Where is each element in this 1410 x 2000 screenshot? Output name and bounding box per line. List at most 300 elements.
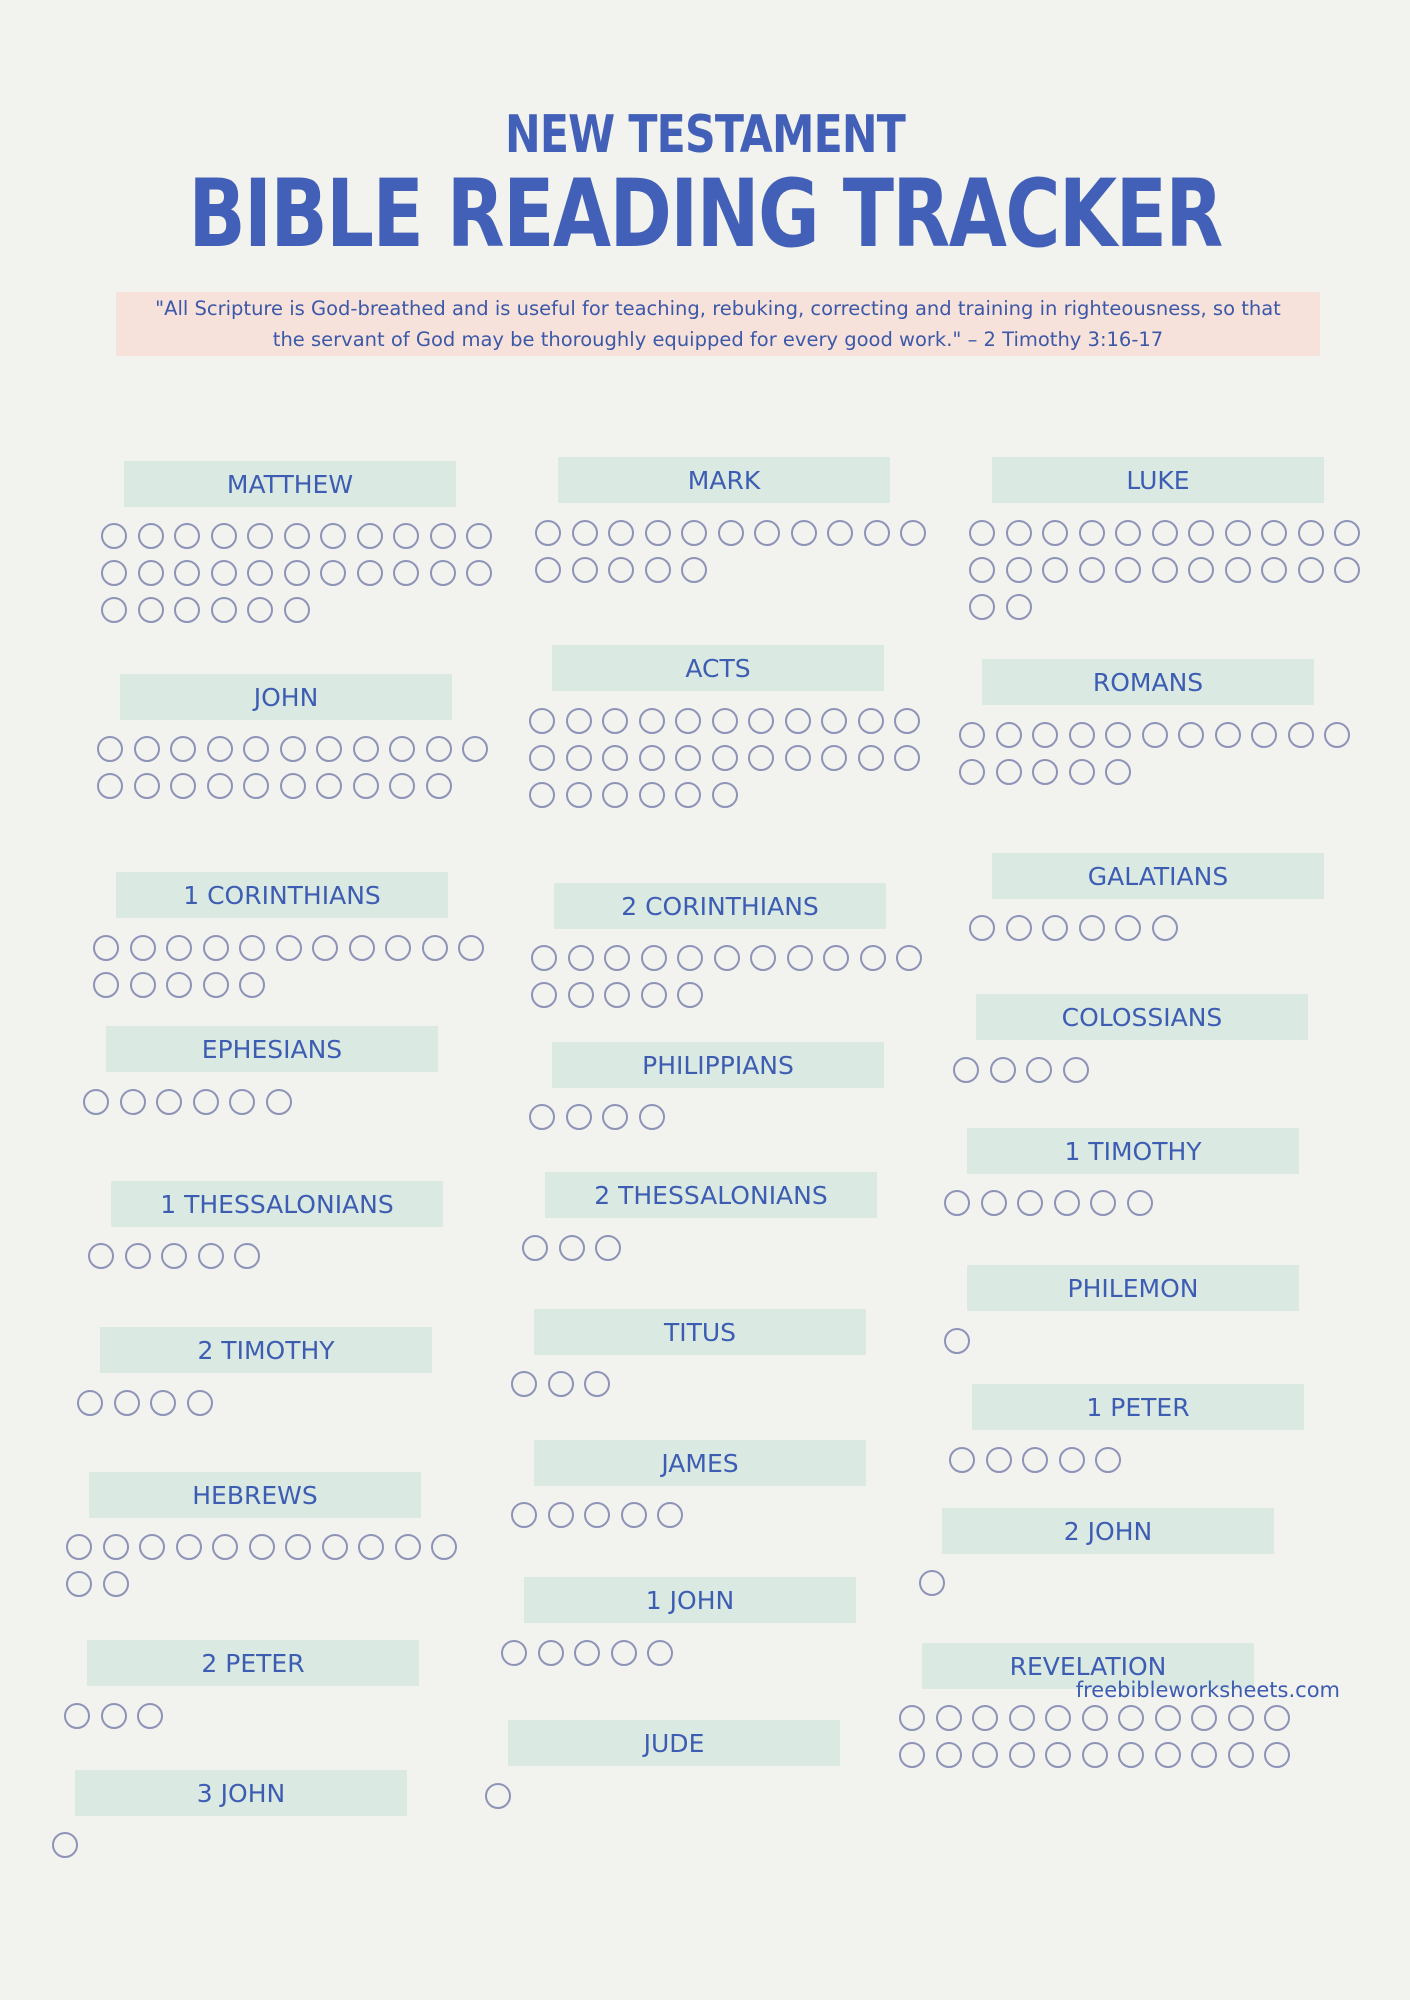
chapter-checkbox[interactable] <box>462 736 488 762</box>
chapter-checkbox[interactable] <box>389 736 415 762</box>
chapter-checkbox[interactable] <box>211 523 237 549</box>
chapter-checkbox[interactable] <box>138 597 164 623</box>
chapter-checkbox[interactable] <box>972 1742 998 1768</box>
chapter-checkbox[interactable] <box>316 773 342 799</box>
chapter-checkbox[interactable] <box>174 560 200 586</box>
chapter-checkbox[interactable] <box>97 736 123 762</box>
chapter-checkbox[interactable] <box>657 1502 683 1528</box>
chapter-checkbox[interactable] <box>639 745 665 771</box>
chapter-checkbox[interactable] <box>1115 557 1141 583</box>
chapter-checkbox[interactable] <box>83 1089 109 1115</box>
chapter-checkboxes-1-corinthians <box>93 935 505 1009</box>
chapter-checkbox[interactable] <box>896 945 922 971</box>
chapter-checkbox[interactable] <box>1042 915 1068 941</box>
chapter-checkbox[interactable] <box>1298 557 1324 583</box>
chapter-checkbox[interactable] <box>535 520 561 546</box>
chapter-checkbox[interactable] <box>675 745 701 771</box>
chapter-checkbox[interactable] <box>584 1502 610 1528</box>
chapter-checkbox[interactable] <box>103 1534 129 1560</box>
chapter-checkbox[interactable] <box>677 945 703 971</box>
chapter-checkbox[interactable] <box>234 1243 260 1269</box>
chapter-checkbox[interactable] <box>101 1703 127 1729</box>
chapter-checkbox[interactable] <box>566 1104 592 1130</box>
chapter-checkbox[interactable] <box>959 759 985 785</box>
chapter-checkbox[interactable] <box>243 736 269 762</box>
chapter-checkbox[interactable] <box>568 982 594 1008</box>
chapter-checkbox[interactable] <box>239 935 265 961</box>
chapter-checkbox[interactable] <box>229 1089 255 1115</box>
chapter-checkbox[interactable] <box>712 708 738 734</box>
chapter-checkbox[interactable] <box>93 972 119 998</box>
chapter-checkbox[interactable] <box>1334 557 1360 583</box>
chapter-checkbox[interactable] <box>944 1328 970 1354</box>
chapter-checkbox[interactable] <box>645 520 671 546</box>
chapter-checkbox[interactable] <box>125 1243 151 1269</box>
chapter-checkbox[interactable] <box>203 972 229 998</box>
chapter-checkbox[interactable] <box>97 773 123 799</box>
chapter-checkbox[interactable] <box>572 520 598 546</box>
chapter-checkbox[interactable] <box>566 745 592 771</box>
chapter-checkbox[interactable] <box>1334 520 1360 546</box>
chapter-checkbox[interactable] <box>1298 520 1324 546</box>
chapter-checkbox[interactable] <box>641 945 667 971</box>
chapter-checkbox[interactable] <box>1032 759 1058 785</box>
chapter-checkboxes-1-john <box>501 1640 913 1677</box>
chapter-checkbox[interactable] <box>1045 1742 1071 1768</box>
chapter-checkbox[interactable] <box>1264 1705 1290 1731</box>
chapter-checkbox[interactable] <box>458 935 484 961</box>
chapter-checkbox[interactable] <box>681 520 707 546</box>
chapter-checkbox[interactable] <box>959 722 985 748</box>
chapter-checkbox[interactable] <box>919 1570 945 1596</box>
chapter-checkbox[interactable] <box>77 1390 103 1416</box>
chapter-checkbox[interactable] <box>266 1089 292 1115</box>
chapter-checkbox[interactable] <box>953 1057 979 1083</box>
book-label-jude: JUDE <box>508 1720 840 1766</box>
chapter-checkbox[interactable] <box>611 1640 637 1666</box>
chapter-checkbox[interactable] <box>485 1783 511 1809</box>
chapter-checkbox[interactable] <box>529 708 555 734</box>
chapter-checkbox[interactable] <box>894 708 920 734</box>
chapter-checkbox[interactable] <box>936 1705 962 1731</box>
chapter-checkbox[interactable] <box>1069 759 1095 785</box>
chapter-checkbox[interactable] <box>466 523 492 549</box>
chapter-checkbox[interactable] <box>101 523 127 549</box>
chapter-checkbox[interactable] <box>1006 557 1032 583</box>
chapter-checkbox[interactable] <box>174 597 200 623</box>
chapter-checkbox[interactable] <box>1191 1705 1217 1731</box>
chapter-checkbox[interactable] <box>566 708 592 734</box>
book-label-titus: TITUS <box>534 1309 866 1355</box>
chapter-checkbox[interactable] <box>207 736 233 762</box>
book-label-1-john: 1 JOHN <box>524 1577 856 1623</box>
chapter-checkbox[interactable] <box>1032 722 1058 748</box>
chapter-checkbox[interactable] <box>166 935 192 961</box>
chapter-checkbox[interactable] <box>827 520 853 546</box>
chapter-checkbox[interactable] <box>422 935 448 961</box>
chapter-checkbox[interactable] <box>748 708 774 734</box>
book-label-philemon: PHILEMON <box>967 1265 1299 1311</box>
chapter-checkbox[interactable] <box>322 1534 348 1560</box>
book-label-1-thessalonians: 1 THESSALONIANS <box>111 1181 443 1227</box>
chapter-checkbox[interactable] <box>791 520 817 546</box>
chapter-checkbox[interactable] <box>529 1104 555 1130</box>
chapter-checkbox[interactable] <box>602 708 628 734</box>
chapter-checkbox[interactable] <box>981 1190 1007 1216</box>
chapter-checkbox[interactable] <box>166 972 192 998</box>
chapter-checkbox[interactable] <box>1215 722 1241 748</box>
chapter-checkbox[interactable] <box>559 1235 585 1261</box>
chapter-checkboxes-matthew <box>101 523 513 634</box>
chapter-checkbox[interactable] <box>750 945 776 971</box>
chapter-checkbox[interactable] <box>529 782 555 808</box>
chapter-checkbox[interactable] <box>161 1243 187 1269</box>
chapter-checkbox[interactable] <box>320 560 346 586</box>
chapter-checkbox[interactable] <box>1079 915 1105 941</box>
chapter-checkbox[interactable] <box>608 557 634 583</box>
chapter-checkbox[interactable] <box>138 523 164 549</box>
chapter-checkbox[interactable] <box>1017 1190 1043 1216</box>
book-label-2-peter: 2 PETER <box>87 1640 419 1686</box>
chapter-checkboxes-2-peter <box>64 1703 476 1740</box>
chapter-checkbox[interactable] <box>602 782 628 808</box>
chapter-checkbox[interactable] <box>1045 1705 1071 1731</box>
chapter-checkbox[interactable] <box>1152 915 1178 941</box>
chapter-checkbox[interactable] <box>139 1534 165 1560</box>
chapter-checkbox[interactable] <box>1261 557 1287 583</box>
chapter-checkbox[interactable] <box>1127 1190 1153 1216</box>
chapter-checkbox[interactable] <box>212 1534 238 1560</box>
chapter-checkbox[interactable] <box>66 1534 92 1560</box>
chapter-checkbox[interactable] <box>602 1104 628 1130</box>
chapter-checkbox[interactable] <box>511 1502 537 1528</box>
chapter-checkbox[interactable] <box>1063 1057 1089 1083</box>
chapter-checkbox[interactable] <box>1152 520 1178 546</box>
chapter-checkbox[interactable] <box>1115 915 1141 941</box>
chapter-checkbox[interactable] <box>1228 1742 1254 1768</box>
chapter-checkbox[interactable] <box>1006 594 1032 620</box>
chapter-checkbox[interactable] <box>1118 1705 1144 1731</box>
chapter-checkboxes-2-john <box>919 1570 1331 1607</box>
chapter-checkbox[interactable] <box>280 736 306 762</box>
chapter-checkbox[interactable] <box>1225 520 1251 546</box>
chapter-checkbox[interactable] <box>1264 1742 1290 1768</box>
chapter-checkbox[interactable] <box>969 594 995 620</box>
chapter-checkbox[interactable] <box>602 745 628 771</box>
chapter-checkbox[interactable] <box>1069 722 1095 748</box>
chapter-checkbox[interactable] <box>170 773 196 799</box>
chapter-checkbox[interactable] <box>1006 520 1032 546</box>
chapter-checkbox[interactable] <box>1105 759 1131 785</box>
chapter-checkbox[interactable] <box>101 560 127 586</box>
chapter-checkbox[interactable] <box>823 945 849 971</box>
chapter-checkbox[interactable] <box>1054 1190 1080 1216</box>
chapter-checkbox[interactable] <box>595 1235 621 1261</box>
chapter-checkbox[interactable] <box>1261 520 1287 546</box>
chapter-checkbox[interactable] <box>284 560 310 586</box>
chapter-checkbox[interactable] <box>522 1235 548 1261</box>
chapter-checkbox[interactable] <box>1079 520 1105 546</box>
chapter-checkbox[interactable] <box>88 1243 114 1269</box>
book-label-ephesians: EPHESIANS <box>106 1026 438 1072</box>
chapter-checkbox[interactable] <box>639 782 665 808</box>
page-title: BIBLE READING TRACKER <box>188 160 1222 269</box>
chapter-checkbox[interactable] <box>357 523 383 549</box>
chapter-checkbox[interactable] <box>1288 722 1314 748</box>
chapter-checkbox[interactable] <box>647 1640 673 1666</box>
chapter-checkboxes-galatians <box>969 915 1381 952</box>
chapter-checkbox[interactable] <box>1118 1742 1144 1768</box>
chapter-checkbox[interactable] <box>1152 557 1178 583</box>
chapter-checkbox[interactable] <box>787 945 813 971</box>
chapter-checkbox[interactable] <box>130 972 156 998</box>
chapter-checkbox[interactable] <box>134 773 160 799</box>
chapter-checkbox[interactable] <box>944 1190 970 1216</box>
chapter-checkbox[interactable] <box>1059 1447 1085 1473</box>
chapter-checkboxes-revelation <box>899 1705 1311 1779</box>
chapter-checkbox[interactable] <box>198 1243 224 1269</box>
chapter-checkbox[interactable] <box>357 560 383 586</box>
chapter-checkbox[interactable] <box>426 736 452 762</box>
chapter-checkboxes-3-john <box>52 1832 464 1869</box>
chapter-checkbox[interactable] <box>1090 1190 1116 1216</box>
chapter-checkbox[interactable] <box>1042 520 1068 546</box>
chapter-checkbox[interactable] <box>969 915 995 941</box>
chapter-checkbox[interactable] <box>511 1371 537 1397</box>
chapter-checkbox[interactable] <box>1251 722 1277 748</box>
chapter-checkbox[interactable] <box>52 1832 78 1858</box>
chapter-checkbox[interactable] <box>996 722 1022 748</box>
chapter-checkbox[interactable] <box>639 1104 665 1130</box>
chapter-checkbox[interactable] <box>531 982 557 1008</box>
chapter-checkbox[interactable] <box>858 708 884 734</box>
chapter-checkbox[interactable] <box>1178 722 1204 748</box>
book-label-2-thessalonians: 2 THESSALONIANS <box>545 1172 877 1218</box>
book-label-philippians: PHILIPPIANS <box>552 1042 884 1088</box>
chapter-checkbox[interactable] <box>1142 722 1168 748</box>
book-label-matthew: MATTHEW <box>124 461 456 507</box>
chapter-checkbox[interactable] <box>949 1447 975 1473</box>
chapter-checkbox[interactable] <box>187 1390 213 1416</box>
chapter-checkboxes-2-thessalonians <box>522 1235 934 1272</box>
chapter-checkbox[interactable] <box>548 1502 574 1528</box>
chapter-checkbox[interactable] <box>431 1534 457 1560</box>
book-label-1-timothy: 1 TIMOTHY <box>967 1128 1299 1174</box>
chapter-checkboxes-hebrews <box>66 1534 478 1608</box>
chapter-checkbox[interactable] <box>176 1534 202 1560</box>
subtitle: NEW TESTAMENT <box>504 105 906 165</box>
book-label-luke: LUKE <box>992 457 1324 503</box>
chapter-checkbox[interactable] <box>568 945 594 971</box>
chapter-checkbox[interactable] <box>996 759 1022 785</box>
chapter-checkbox[interactable] <box>285 1534 311 1560</box>
chapter-checkbox[interactable] <box>284 597 310 623</box>
chapter-checkbox[interactable] <box>349 935 375 961</box>
chapter-checkbox[interactable] <box>1188 520 1214 546</box>
chapter-checkbox[interactable] <box>130 935 156 961</box>
chapter-checkbox[interactable] <box>675 708 701 734</box>
chapter-checkbox[interactable] <box>1191 1742 1217 1768</box>
chapter-checkbox[interactable] <box>899 1705 925 1731</box>
chapter-checkbox[interactable] <box>860 945 886 971</box>
chapter-checkbox[interactable] <box>900 520 926 546</box>
chapter-checkbox[interactable] <box>203 935 229 961</box>
chapter-checkbox[interactable] <box>1009 1705 1035 1731</box>
chapter-checkbox[interactable] <box>1155 1742 1181 1768</box>
chapter-checkbox[interactable] <box>972 1705 998 1731</box>
chapter-checkboxes-1-thessalonians <box>88 1243 500 1280</box>
chapter-checkbox[interactable] <box>353 773 379 799</box>
book-label-2-john: 2 JOHN <box>942 1508 1274 1554</box>
chapter-checkbox[interactable] <box>114 1390 140 1416</box>
chapter-checkbox[interactable] <box>712 745 738 771</box>
chapter-checkbox[interactable] <box>1026 1057 1052 1083</box>
chapter-checkbox[interactable] <box>969 557 995 583</box>
chapter-checkboxes-philemon <box>944 1328 1356 1365</box>
chapter-checkbox[interactable] <box>247 523 273 549</box>
chapter-checkbox[interactable] <box>574 1640 600 1666</box>
chapter-checkbox[interactable] <box>677 982 703 1008</box>
chapter-checkbox[interactable] <box>150 1390 176 1416</box>
chapter-checkbox[interactable] <box>531 945 557 971</box>
chapter-checkbox[interactable] <box>466 560 492 586</box>
chapter-checkbox[interactable] <box>138 560 164 586</box>
chapter-checkbox[interactable] <box>193 1089 219 1115</box>
chapter-checkbox[interactable] <box>426 773 452 799</box>
book-label-john: JOHN <box>120 674 452 720</box>
chapter-checkbox[interactable] <box>385 935 411 961</box>
chapter-checkbox[interactable] <box>936 1742 962 1768</box>
chapter-checkbox[interactable] <box>566 782 592 808</box>
chapter-checkbox[interactable] <box>1095 1447 1121 1473</box>
chapter-checkbox[interactable] <box>899 1742 925 1768</box>
chapter-checkbox[interactable] <box>641 982 667 1008</box>
chapter-checkboxes-1-peter <box>949 1447 1361 1484</box>
chapter-checkbox[interactable] <box>243 773 269 799</box>
chapter-checkbox[interactable] <box>134 736 160 762</box>
chapter-checkbox[interactable] <box>584 1371 610 1397</box>
chapter-checkbox[interactable] <box>1155 1705 1181 1731</box>
chapter-checkbox[interactable] <box>894 745 920 771</box>
chapter-checkbox[interactable] <box>1006 915 1032 941</box>
chapter-checkbox[interactable] <box>320 523 346 549</box>
chapter-checkbox[interactable] <box>1324 722 1350 748</box>
chapter-checkbox[interactable] <box>1042 557 1068 583</box>
chapter-checkbox[interactable] <box>280 773 306 799</box>
chapter-checkbox[interactable] <box>986 1447 1012 1473</box>
chapter-checkbox[interactable] <box>608 520 634 546</box>
chapter-checkbox[interactable] <box>393 560 419 586</box>
chapter-checkbox[interactable] <box>103 1571 129 1597</box>
chapter-checkbox[interactable] <box>1079 557 1105 583</box>
website-footer: freebibleworksheets.com <box>1075 1678 1340 1702</box>
chapter-checkbox[interactable] <box>1225 557 1251 583</box>
chapter-checkbox[interactable] <box>211 560 237 586</box>
chapter-checkbox[interactable] <box>748 745 774 771</box>
chapter-checkbox[interactable] <box>170 736 196 762</box>
chapter-checkbox[interactable] <box>1022 1447 1048 1473</box>
chapter-checkbox[interactable] <box>312 935 338 961</box>
chapter-checkbox[interactable] <box>858 745 884 771</box>
chapter-checkbox[interactable] <box>239 972 265 998</box>
chapter-checkbox[interactable] <box>572 557 598 583</box>
chapter-checkbox[interactable] <box>864 520 890 546</box>
chapter-checkbox[interactable] <box>1009 1742 1035 1768</box>
chapter-checkbox[interactable] <box>156 1089 182 1115</box>
chapter-checkbox[interactable] <box>1115 520 1141 546</box>
chapter-checkbox[interactable] <box>535 557 561 583</box>
chapter-checkboxes-john <box>97 736 509 810</box>
chapter-checkbox[interactable] <box>1082 1742 1108 1768</box>
chapter-checkboxes-luke <box>969 520 1381 631</box>
chapter-checkbox[interactable] <box>538 1640 564 1666</box>
chapter-checkbox[interactable] <box>718 520 744 546</box>
chapter-checkbox[interactable] <box>675 782 701 808</box>
chapter-checkbox[interactable] <box>785 708 811 734</box>
chapter-checkbox[interactable] <box>604 982 630 1008</box>
chapter-checkbox[interactable] <box>821 745 847 771</box>
chapter-checkbox[interactable] <box>639 708 665 734</box>
chapter-checkbox[interactable] <box>821 708 847 734</box>
chapter-checkbox[interactable] <box>990 1057 1016 1083</box>
chapter-checkbox[interactable] <box>389 773 415 799</box>
book-label-1-corinthians: 1 CORINTHIANS <box>116 872 448 918</box>
chapter-checkbox[interactable] <box>137 1703 163 1729</box>
chapter-checkbox[interactable] <box>276 935 302 961</box>
chapter-checkbox[interactable] <box>1105 722 1131 748</box>
chapter-checkbox[interactable] <box>548 1371 574 1397</box>
chapter-checkbox[interactable] <box>284 523 310 549</box>
chapter-checkbox[interactable] <box>1188 557 1214 583</box>
chapter-checkbox[interactable] <box>247 560 273 586</box>
chapter-checkbox[interactable] <box>395 1534 421 1560</box>
chapter-checkbox[interactable] <box>529 745 555 771</box>
chapter-checkbox[interactable] <box>430 560 456 586</box>
chapter-checkbox[interactable] <box>353 736 379 762</box>
chapter-checkbox[interactable] <box>621 1502 647 1528</box>
book-label-2-timothy: 2 TIMOTHY <box>100 1327 432 1373</box>
chapter-checkbox[interactable] <box>393 523 419 549</box>
chapter-checkbox[interactable] <box>430 523 456 549</box>
chapter-checkbox[interactable] <box>754 520 780 546</box>
chapter-checkbox[interactable] <box>714 945 740 971</box>
chapter-checkbox[interactable] <box>211 597 237 623</box>
scripture-quote <box>116 292 1320 356</box>
chapter-checkbox[interactable] <box>64 1703 90 1729</box>
chapter-checkboxes-colossians <box>953 1057 1365 1094</box>
chapter-checkbox[interactable] <box>1082 1705 1108 1731</box>
chapter-checkbox[interactable] <box>93 935 119 961</box>
chapter-checkbox[interactable] <box>101 597 127 623</box>
chapter-checkbox[interactable] <box>501 1640 527 1666</box>
chapter-checkbox[interactable] <box>249 1534 275 1560</box>
chapter-checkbox[interactable] <box>247 597 273 623</box>
chapter-checkbox[interactable] <box>207 773 233 799</box>
chapter-checkbox[interactable] <box>645 557 671 583</box>
chapter-checkbox[interactable] <box>604 945 630 971</box>
chapter-checkbox[interactable] <box>712 782 738 808</box>
chapter-checkbox[interactable] <box>358 1534 384 1560</box>
chapter-checkbox[interactable] <box>174 523 200 549</box>
chapter-checkbox[interactable] <box>120 1089 146 1115</box>
chapter-checkbox[interactable] <box>969 520 995 546</box>
chapter-checkboxes-jude <box>485 1783 897 1820</box>
chapter-checkbox[interactable] <box>785 745 811 771</box>
chapter-checkbox[interactable] <box>1228 1705 1254 1731</box>
chapter-checkbox[interactable] <box>681 557 707 583</box>
chapter-checkbox[interactable] <box>66 1571 92 1597</box>
chapter-checkbox[interactable] <box>316 736 342 762</box>
